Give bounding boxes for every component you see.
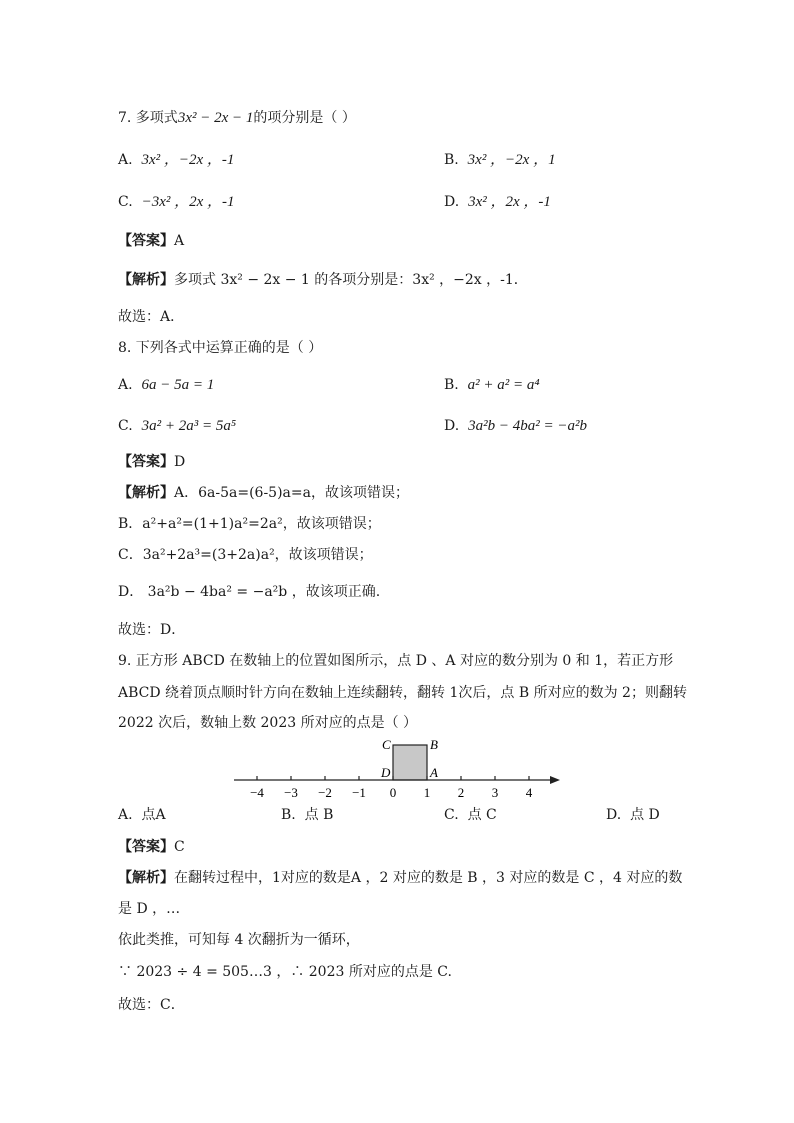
- q9-option-a-letter: A.: [118, 807, 133, 823]
- q8-answer-value: D: [174, 454, 186, 470]
- tick-label: 0: [389, 785, 397, 800]
- q9-option-d-text: 点 D: [630, 807, 660, 823]
- q8-option-c: [118, 416, 236, 436]
- q8-option-b: [444, 375, 540, 395]
- q7-option-d-letter: D.: [444, 194, 460, 210]
- q7-option-b-letter: B.: [444, 152, 459, 168]
- q8-analysis-line-1: [118, 483, 409, 503]
- q7-option-a: [118, 150, 234, 170]
- q7-answer-label: 【答案】: [118, 233, 174, 249]
- q8-option-b-text: a² + a² = a⁴: [467, 377, 540, 393]
- q9-option-d-letter: D.: [606, 807, 622, 823]
- q7-option-a-text: 3x² ，−2x ，-1: [141, 152, 235, 168]
- q7-option-b-text: 3x² ，−2x ，1: [467, 152, 556, 168]
- q8-option-c-text: 3a² + 2a³ = 5a⁵: [141, 418, 237, 434]
- q9-analysis-line-1: [118, 868, 682, 888]
- q9-option-c-letter: C.: [444, 807, 459, 823]
- q8-option-d-text: 3a²b − 4ba² = −a²b: [468, 418, 587, 434]
- vertex-label-c: C: [382, 737, 391, 752]
- q7-option-a-letter: A.: [118, 152, 133, 168]
- q9-analysis-text-1: 在翻转过程中，1对应的数是A ，2 对应的数是 B ，3 对应的数是 C ，4 对应的数: [174, 870, 683, 886]
- q9-option-d: [606, 805, 660, 825]
- q8-option-a: [118, 375, 214, 395]
- vertex-label-d: D: [381, 765, 391, 780]
- q8-answer-label: 【答案】: [118, 454, 174, 470]
- tick-label: −1: [352, 785, 366, 800]
- q7-answer: [118, 231, 184, 251]
- q9-analysis-label: 【解析】: [118, 870, 174, 886]
- q7-option-c-letter: C.: [118, 194, 133, 210]
- q9-analysis-line-2: 是 D ，…: [118, 901, 181, 917]
- q7-stem-prefix: 7. 多项式: [118, 110, 178, 126]
- tick-labels: [250, 785, 533, 800]
- q9-stem-line-1: 9. 正方形 ABCD 在数轴上的位置如图所示，点 D 、A 对应的数分别为 0 和 1，若正方形: [118, 653, 674, 669]
- q8-analysis-label: 【解析】: [118, 485, 174, 501]
- q7-stem-suffix: 的项分别是（ ）: [253, 110, 356, 126]
- q8-option-d-letter: D.: [444, 418, 460, 434]
- q9-option-c-text: 点 C: [467, 807, 497, 823]
- q8-analysis-line-2: B．a²+a²=(1+1)a²=2a²，故该项错误；: [118, 516, 381, 532]
- q8-analysis-text-1: A．6a-5a=(6-5)a=a，故该项错误；: [174, 485, 409, 501]
- tick-label: 4: [525, 785, 533, 800]
- tick-label: 1: [423, 785, 431, 800]
- number-line-figure: [230, 734, 570, 804]
- q7-option-d: [444, 192, 551, 212]
- q9-answer: [118, 837, 185, 857]
- tick-label: 3: [491, 785, 499, 800]
- q9-stem-line-3: 2022 次后，数轴上数 2023 所对应的点是（ ）: [118, 715, 418, 731]
- q9-analysis-line-3: 依此类推，可知每 4 次翻折为一循环，: [118, 932, 360, 948]
- q7-answer-value: A: [174, 233, 185, 249]
- q8-option-a-text: 6a − 5a = 1: [141, 377, 215, 393]
- q7-conclusion: 故选：A．: [118, 309, 185, 325]
- q9-answer-value: C: [174, 839, 185, 855]
- square-abcd: [393, 745, 427, 780]
- q7-option-b: [444, 150, 556, 170]
- q8-analysis-line-4: D． 3a²b − 4ba² = −a²b ，故该项正确.: [118, 584, 381, 600]
- q8-option-c-letter: C.: [118, 418, 133, 434]
- q8-answer: [118, 452, 185, 472]
- q9-option-b-letter: B.: [281, 807, 296, 823]
- tick-label: −2: [318, 785, 332, 800]
- q9-conclusion: 故选：C．: [118, 997, 185, 1013]
- q8-analysis-line-3: C．3a²+2a³=(3+2a)a²，故该项错误；: [118, 547, 373, 563]
- q9-analysis-line-4: ∵ 2023 ÷ 4 = 505…3 ，∴ 2023 所对应的点是 C.: [118, 964, 452, 980]
- number-line-svg: [230, 734, 570, 804]
- q8-option-b-letter: B.: [444, 377, 459, 393]
- q9-option-a: [118, 805, 166, 825]
- q9-option-b: [281, 805, 333, 825]
- q8-option-a-letter: A.: [118, 377, 133, 393]
- q9-stem-line-2: ABCD 绕着顶点顺时针方向在数轴上连续翻转，翻转 1次后，点 B 所对应的数为 2；则翻转: [118, 685, 687, 701]
- tick-label: −3: [284, 785, 298, 800]
- q8-stem: 8. 下列各式中运算正确的是（ ）: [118, 340, 323, 356]
- q7-analysis-text: 多项式 3x² − 2x − 1 的各项分别是：3x² ，−2x ，-1．: [174, 272, 528, 288]
- q9-answer-label: 【答案】: [118, 839, 174, 855]
- vertex-label-b: B: [430, 737, 438, 752]
- q7-option-d-text: 3x² ，2x ，-1: [468, 194, 551, 210]
- q9-option-b-text: 点 B: [304, 807, 334, 823]
- tick-label: −4: [250, 785, 264, 800]
- axis-arrow-icon: [550, 776, 560, 784]
- q7-stem-expr: 3x² − 2x − 1: [177, 110, 254, 126]
- q9-option-c: [444, 805, 497, 825]
- vertex-label-a: A: [430, 765, 438, 780]
- q7-analysis: [118, 270, 528, 290]
- q7-option-c: [118, 192, 235, 212]
- q7-option-c-text: −3x² ，2x ，-1: [141, 194, 235, 210]
- q7-stem: [118, 108, 356, 128]
- q7-analysis-label: 【解析】: [118, 272, 174, 288]
- q9-option-a-text: 点A: [141, 807, 166, 823]
- q8-option-d: [444, 416, 587, 436]
- q8-conclusion: 故选：D．: [118, 622, 186, 638]
- tick-label: 2: [457, 785, 465, 800]
